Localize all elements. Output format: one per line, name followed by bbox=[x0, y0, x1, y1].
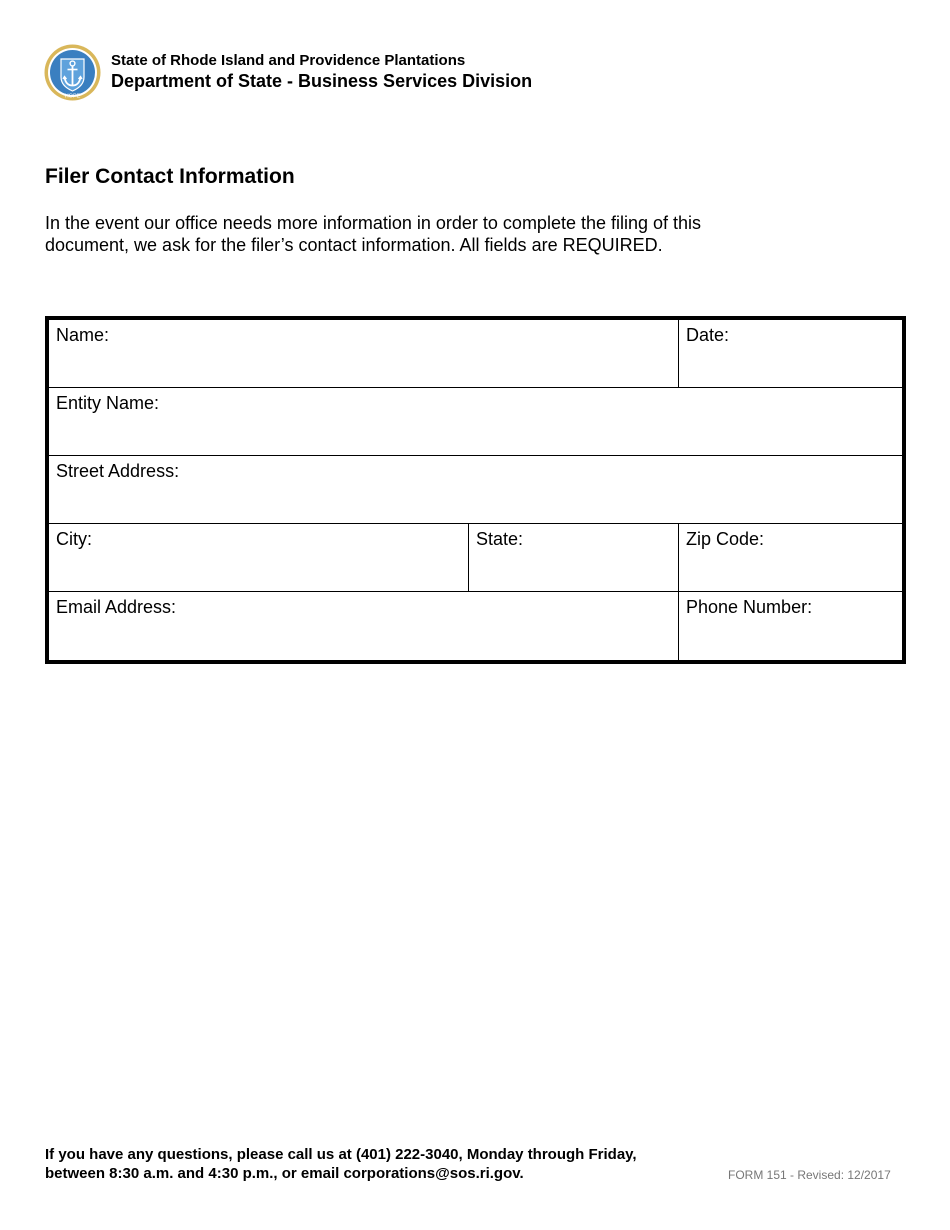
footer-line-2: between 8:30 a.m. and 4:30 p.m., or email corporations@sos.ri.gov. bbox=[45, 1165, 524, 1182]
street-address-field[interactable] bbox=[49, 456, 902, 523]
form-row-name bbox=[49, 320, 902, 388]
form-row-street bbox=[49, 456, 902, 524]
zip-code-label: Zip Code: bbox=[686, 529, 765, 549]
city-field[interactable] bbox=[49, 524, 468, 591]
intro-paragraph bbox=[45, 212, 765, 256]
intro-line-1: In the event our office needs more information in order to complete the filing of this bbox=[45, 213, 702, 233]
filer-contact-form bbox=[45, 316, 906, 664]
department-name: Department of State - Business Services Division bbox=[111, 71, 533, 91]
form-row-email bbox=[49, 592, 902, 660]
phone-number-field[interactable] bbox=[678, 592, 902, 660]
form-revision-id: FORM 151 - Revised: 12/2017 bbox=[728, 1168, 891, 1182]
entity-name-label: Entity Name: bbox=[56, 393, 160, 413]
phone-number-label: Phone Number: bbox=[686, 597, 813, 617]
city-label: City: bbox=[56, 529, 92, 549]
intro-line-2: document, we ask for the filer’s contact information. All fields are REQUIRED. bbox=[45, 235, 663, 255]
email-field[interactable] bbox=[49, 592, 678, 660]
name-field[interactable] bbox=[49, 320, 678, 387]
email-label: Email Address: bbox=[56, 597, 177, 617]
anchor-icon bbox=[44, 44, 101, 101]
state-field[interactable] bbox=[468, 524, 678, 591]
contact-footer bbox=[45, 1145, 637, 1183]
state-seal-logo bbox=[44, 44, 101, 101]
zip-code-field[interactable] bbox=[678, 524, 902, 591]
street-address-label: Street Address: bbox=[56, 461, 180, 481]
form-row-city bbox=[49, 524, 902, 592]
date-field[interactable] bbox=[678, 320, 902, 387]
page-title: Filer Contact Information bbox=[45, 165, 295, 188]
state-name: State of Rhode Island and Providence Plantations bbox=[111, 52, 466, 69]
seal-motto: HOPE bbox=[64, 93, 81, 100]
form-row-entity bbox=[49, 388, 902, 456]
footer-line-1: If you have any questions, please call us at (401) 222-3040, Monday through Friday, bbox=[45, 1146, 637, 1163]
letterhead bbox=[111, 51, 532, 92]
state-label: State: bbox=[476, 529, 524, 549]
entity-name-field[interactable] bbox=[49, 388, 902, 455]
date-label: Date: bbox=[686, 325, 730, 345]
name-label: Name: bbox=[56, 325, 110, 345]
